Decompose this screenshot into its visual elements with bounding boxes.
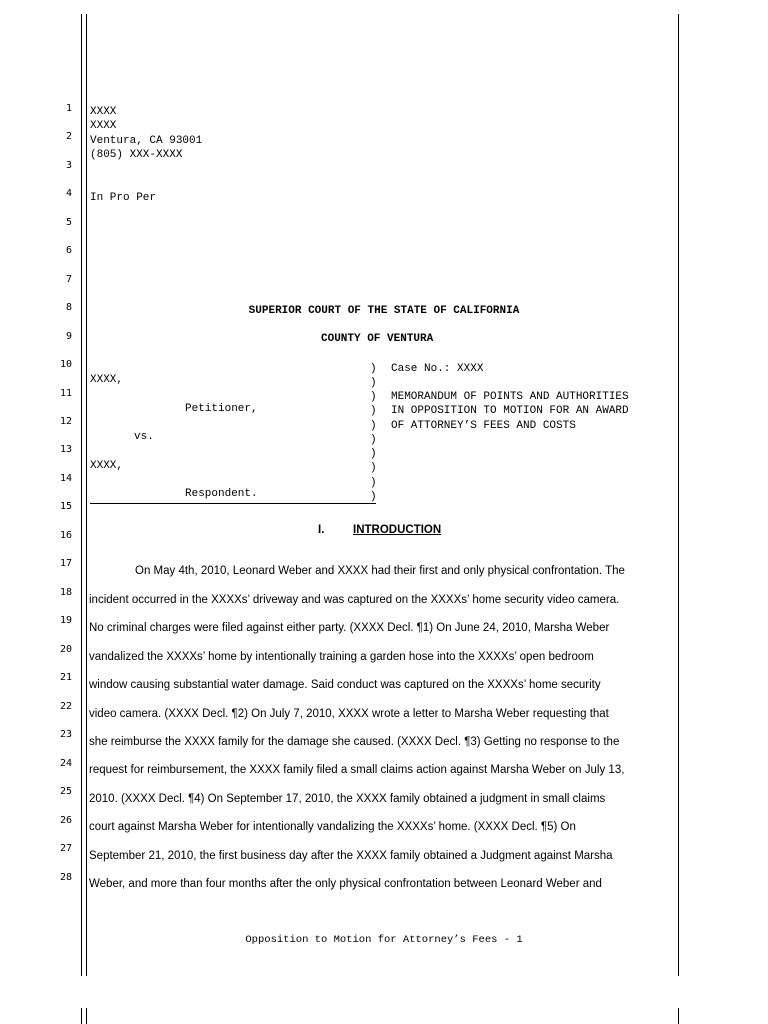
caption-role-2: Respondent. — [185, 488, 258, 500]
caption-role-1: Petitioner, — [185, 403, 258, 415]
line-number: 12 — [59, 416, 72, 427]
caption-party-2: XXXX, — [90, 460, 124, 472]
left-margin-rule-outer — [81, 14, 82, 976]
section-numeral: I. — [318, 524, 325, 536]
caption-paren: ) — [370, 448, 377, 460]
caption-paren: ) — [370, 434, 377, 446]
body-line: window causing substantial water damage. Said conduct was captured on the XXXXs’ home security — [89, 679, 601, 691]
caption-paren: ) — [370, 377, 377, 389]
line-number: 7 — [65, 274, 72, 285]
header-address-line-2: XXXX — [90, 120, 117, 132]
caption-paren: ) — [370, 477, 377, 489]
caption-paren: ) — [370, 462, 377, 474]
caption-underline — [90, 503, 376, 504]
line-number: 11 — [59, 388, 72, 399]
next-page-right-rule — [678, 1008, 679, 1024]
line-number: 15 — [59, 501, 72, 512]
line-number: 2 — [65, 131, 72, 142]
body-line: September 21, 2010, the first business day after the XXXX family obtained a Judgment against Marsha — [89, 850, 613, 862]
next-page-rule-inner — [86, 1008, 87, 1024]
body-line: On May 4th, 2010, Leonard Weber and XXXX had their first and only physical confrontation. The — [135, 565, 625, 577]
document-title-line-1: MEMORANDUM OF POINTS AND AUTHORITIES — [391, 391, 629, 403]
body-line: court against Marsha Weber for intentionally vandalizing the XXXXs’ home. (XXXX Decl. ¶5) On — [89, 821, 576, 833]
line-number: 22 — [59, 701, 72, 712]
header-address-line-3: Ventura, CA 93001 — [90, 135, 203, 147]
line-number: 8 — [65, 302, 72, 313]
caption-paren: ) — [370, 391, 377, 403]
next-page-rule-outer — [81, 1008, 82, 1024]
line-number: 21 — [59, 672, 72, 683]
court-name: SUPERIOR COURT OF THE STATE OF CALIFORNIA — [248, 305, 520, 317]
line-number: 18 — [59, 587, 72, 598]
line-number: 4 — [65, 188, 72, 199]
line-number: 28 — [59, 872, 72, 883]
body-line: 2010. (XXXX Decl. ¶4) On September 17, 2010, the XXXX family obtained a judgment in small claims — [89, 793, 606, 805]
document-title-line-3: OF ATTORNEY’S FEES AND COSTS — [391, 420, 576, 432]
line-number: 26 — [59, 815, 72, 826]
line-number: 27 — [59, 843, 72, 854]
line-number: 5 — [65, 217, 72, 228]
body-line: request for reimbursement, the XXXX family filed a small claims action against Marsha Weber on July 13, — [89, 764, 625, 776]
caption-paren: ) — [370, 491, 377, 503]
body-line: No criminal charges were filed against either party. (XXXX Decl. ¶1) On June 24, 2010, Marsha Weber — [89, 622, 610, 634]
line-number: 23 — [59, 729, 72, 740]
line-number: 24 — [59, 758, 72, 769]
case-number: Case No.: XXXX — [391, 363, 484, 375]
line-number: 6 — [65, 245, 72, 256]
caption-party-1: XXXX, — [90, 374, 124, 386]
line-number: 1 — [65, 103, 72, 114]
body-line: Weber, and more than four months after the only physical confrontation between Leonard Weber and — [89, 878, 602, 890]
court-county: COUNTY OF VENTURA — [321, 333, 434, 345]
line-number: 10 — [59, 359, 72, 370]
caption-vs: vs. — [134, 431, 154, 443]
body-line: incident occurred in the XXXXs’ driveway and was captured on the XXXXs’ home security video camera. — [89, 594, 620, 606]
line-number: 19 — [59, 615, 72, 626]
caption-paren: ) — [370, 420, 377, 432]
line-number: 14 — [59, 473, 72, 484]
document-title-line-2: IN OPPOSITION TO MOTION FOR AN AWARD — [391, 405, 629, 417]
line-number: 3 — [65, 160, 72, 171]
right-margin-rule — [678, 14, 679, 976]
line-number: 9 — [65, 331, 72, 342]
left-margin-rule-inner — [86, 14, 87, 976]
header-address-line-1: XXXX — [90, 106, 117, 118]
line-number: 25 — [59, 786, 72, 797]
caption-paren: ) — [370, 363, 377, 375]
caption-paren: ) — [370, 405, 377, 417]
line-number: 13 — [59, 444, 72, 455]
line-number: 16 — [59, 530, 72, 541]
header-phone: (805) XXX-XXXX — [90, 149, 183, 161]
page-footer: Opposition to Motion for Attorney’s Fees - 1 — [245, 934, 523, 946]
body-line: video camera. (XXXX Decl. ¶2) On July 7, 2010, XXXX wrote a letter to Marsha Weber requesting that — [89, 708, 609, 720]
body-line: she reimburse the XXXX family for the damage she caused. (XXXX Decl. ¶3) Getting no response to the — [89, 736, 620, 748]
body-line: vandalized the XXXXs’ home by intentionally training a garden hose into the XXXXs’ open bedroom — [89, 651, 594, 663]
section-heading: INTRODUCTION — [353, 524, 442, 536]
line-number: 17 — [59, 558, 72, 569]
line-number: 20 — [59, 644, 72, 655]
pro-per-label: In Pro Per — [90, 192, 157, 204]
